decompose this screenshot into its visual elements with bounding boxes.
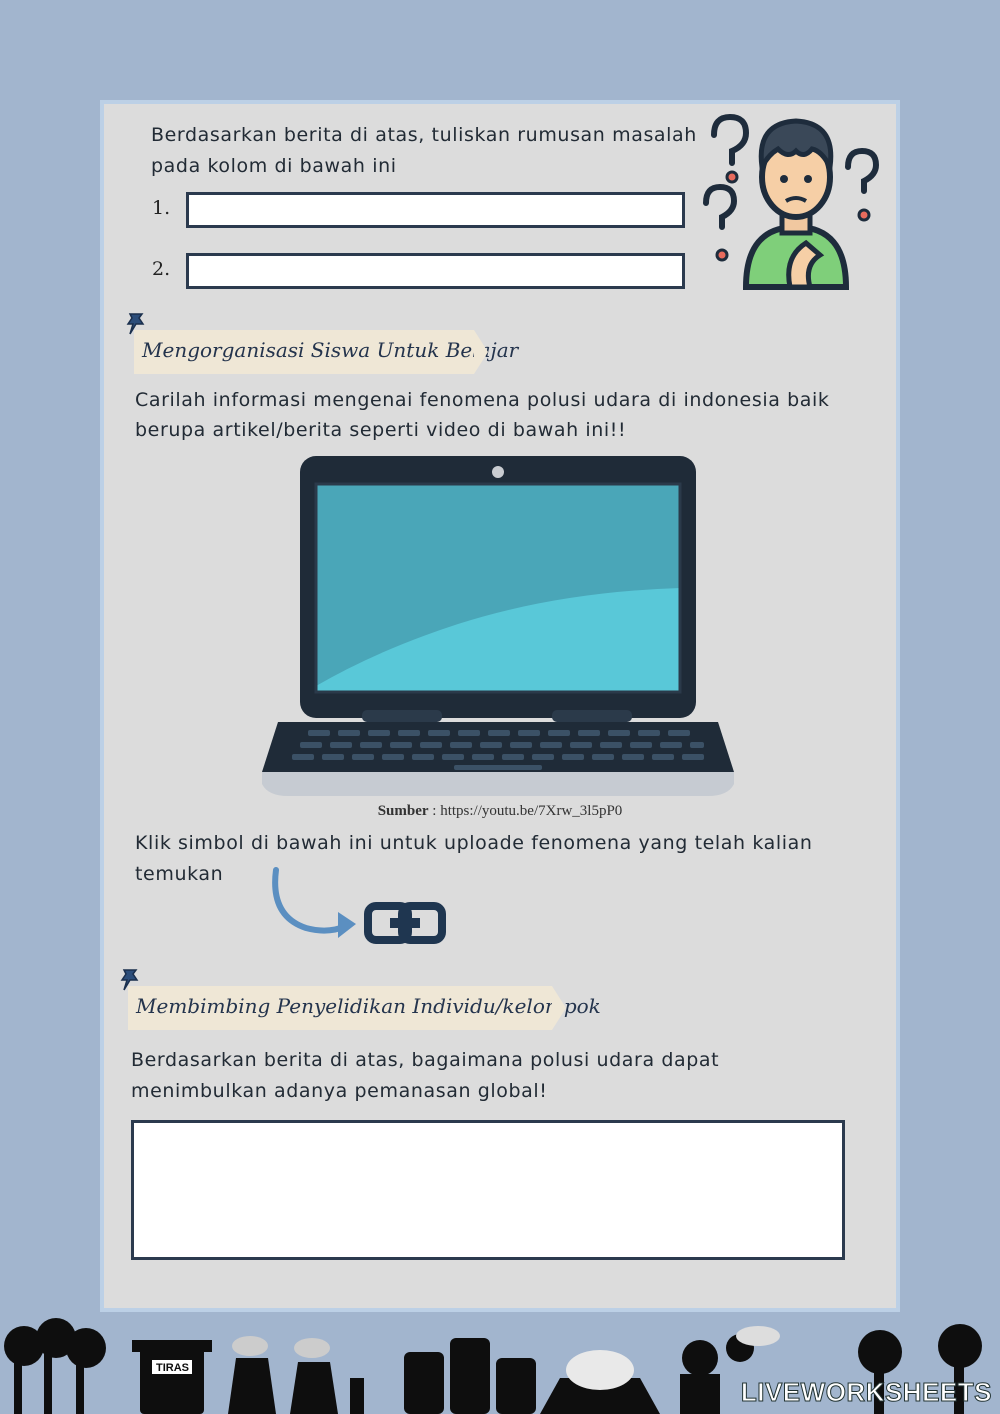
barrel-label: TIRAS bbox=[156, 1362, 189, 1374]
prompt-line-1: Berdasarkan berita di atas, tuliskan rumusan masalah bbox=[151, 124, 697, 146]
upload-text-line-1: Klik simbol di bawah ini untuk uploade fenomena yang telah kalian bbox=[135, 832, 813, 854]
liveworksheets-logo[interactable]: LIVEWORKSHEETS bbox=[740, 1377, 992, 1407]
answer-field-1[interactable] bbox=[186, 192, 685, 228]
link-icon[interactable] bbox=[364, 902, 446, 944]
section-heading-organize bbox=[134, 330, 519, 374]
laptop-video[interactable] bbox=[258, 454, 738, 798]
section-heading-investigation bbox=[128, 986, 601, 1030]
answer-number-2: 2. bbox=[152, 258, 171, 280]
info-text-line-2: berupa artikel/berita seperti video di bawah ini!! bbox=[135, 419, 627, 441]
question-line-1: Berdasarkan berita di atas, bagaimana polusi udara dapat bbox=[131, 1049, 720, 1071]
answer-number-1: 1. bbox=[152, 197, 171, 219]
source-separator: : bbox=[428, 803, 441, 819]
video-source bbox=[0, 803, 1000, 820]
answer-field-2[interactable] bbox=[186, 253, 685, 289]
section-heading-investigation-text: Membimbing Penyelidikan Individu/kelompok bbox=[136, 994, 601, 1018]
prompt-line-2: pada kolom di bawah ini bbox=[151, 155, 397, 177]
upload-text-line-2: temukan bbox=[135, 863, 224, 885]
question-line-2: menimbulkan adanya pemanasan global! bbox=[131, 1080, 548, 1102]
source-label: Sumber bbox=[377, 803, 429, 819]
source-url[interactable]: https://youtu.be/7Xrw_3l5pP0 bbox=[440, 803, 623, 819]
essay-answer-field[interactable] bbox=[131, 1120, 845, 1260]
arrow-icon bbox=[266, 866, 362, 944]
thinking-person-icon bbox=[698, 105, 888, 295]
info-text-line-1: Carilah informasi mengenai fenomena polusi udara di indonesia baik bbox=[135, 389, 830, 411]
section-heading-organize-text: Mengorganisasi Siswa Untuk Belajar bbox=[142, 338, 519, 362]
